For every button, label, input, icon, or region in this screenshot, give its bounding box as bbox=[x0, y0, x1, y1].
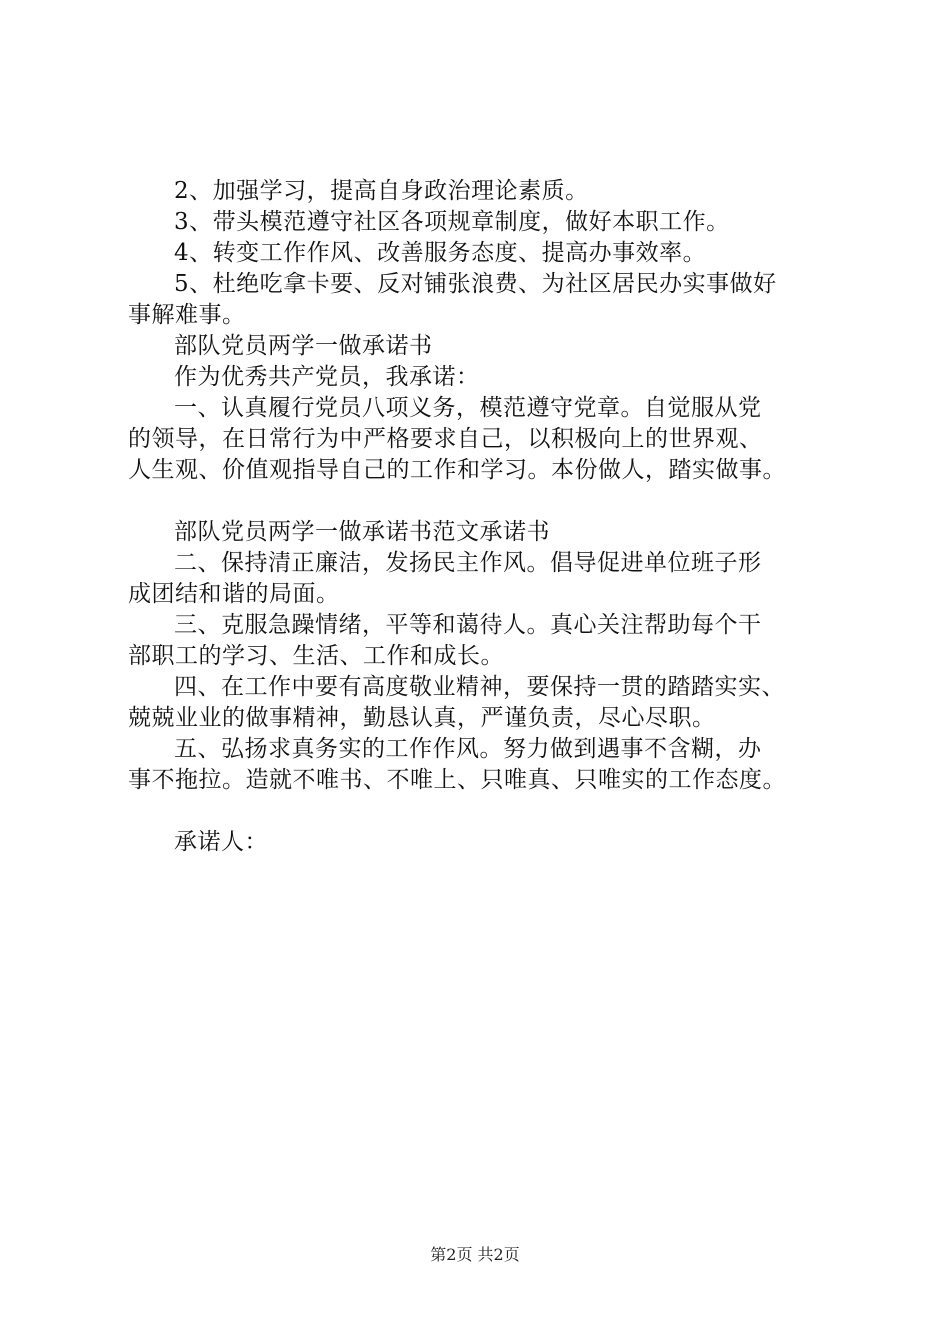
paragraph-line: 3、带头模范遵守社区各项规章制度，做好本职工作。 bbox=[174, 209, 730, 235]
section-heading: 部队党员两学一做承诺书范文承诺书 bbox=[174, 519, 550, 545]
signature-label: 承诺人： bbox=[174, 829, 268, 855]
paragraph-line: 五、弘扬求真务实的工作作风。努力做到遇事不含糊，办 bbox=[174, 736, 762, 762]
page-number-footer: 第2页 共2页 bbox=[430, 1245, 520, 1264]
paragraph-line: 的领导，在日常行为中严格要求自己，以积极向上的世界观、 bbox=[128, 426, 763, 452]
paragraph-line: 成团结和谐的局面。 bbox=[128, 581, 340, 607]
paragraph-line: 作为优秀共产党员，我承诺： bbox=[174, 364, 480, 390]
section-heading: 部队党员两学一做承诺书 bbox=[174, 333, 433, 359]
paragraph-line: 兢兢业业的做事精神，勤恳认真，严谨负责，尽心尽职。 bbox=[128, 705, 716, 731]
paragraph-line: 二、保持清正廉洁，发扬民主作风。倡导促进单位班子形 bbox=[174, 550, 762, 576]
paragraph-line: 事解难事。 bbox=[128, 302, 246, 328]
paragraph-line: 5、杜绝吃拿卡要、反对铺张浪费、为社区居民办实事做好 bbox=[174, 271, 777, 297]
paragraph-line: 2、加强学习，提高自身政治理论素质。 bbox=[174, 178, 589, 204]
paragraph-line: 事不拖拉。造就不唯书、不唯上、只唯真、只唯实的工作态度。 bbox=[128, 767, 786, 793]
paragraph-line: 一、认真履行党员八项义务，模范遵守党章。自觉服从党 bbox=[174, 395, 762, 421]
blank-line bbox=[128, 486, 848, 517]
paragraph-line: 四、在工作中要有高度敬业精神，要保持一贯的踏踏实实、 bbox=[174, 674, 785, 700]
paragraph-line: 4、转变工作作风、改善服务态度、提高办事效率。 bbox=[174, 240, 707, 266]
paragraph-line: 人生观、价值观指导自己的工作和学习。本份做人，踏实做事。 bbox=[128, 457, 786, 483]
paragraph-line: 三、克服急躁情绪，平等和蔼待人。真心关注帮助每个干 bbox=[174, 612, 762, 638]
blank-line bbox=[128, 796, 848, 827]
document-body bbox=[128, 176, 848, 858]
paragraph-line: 部职工的学习、生活、工作和成长。 bbox=[128, 643, 504, 669]
